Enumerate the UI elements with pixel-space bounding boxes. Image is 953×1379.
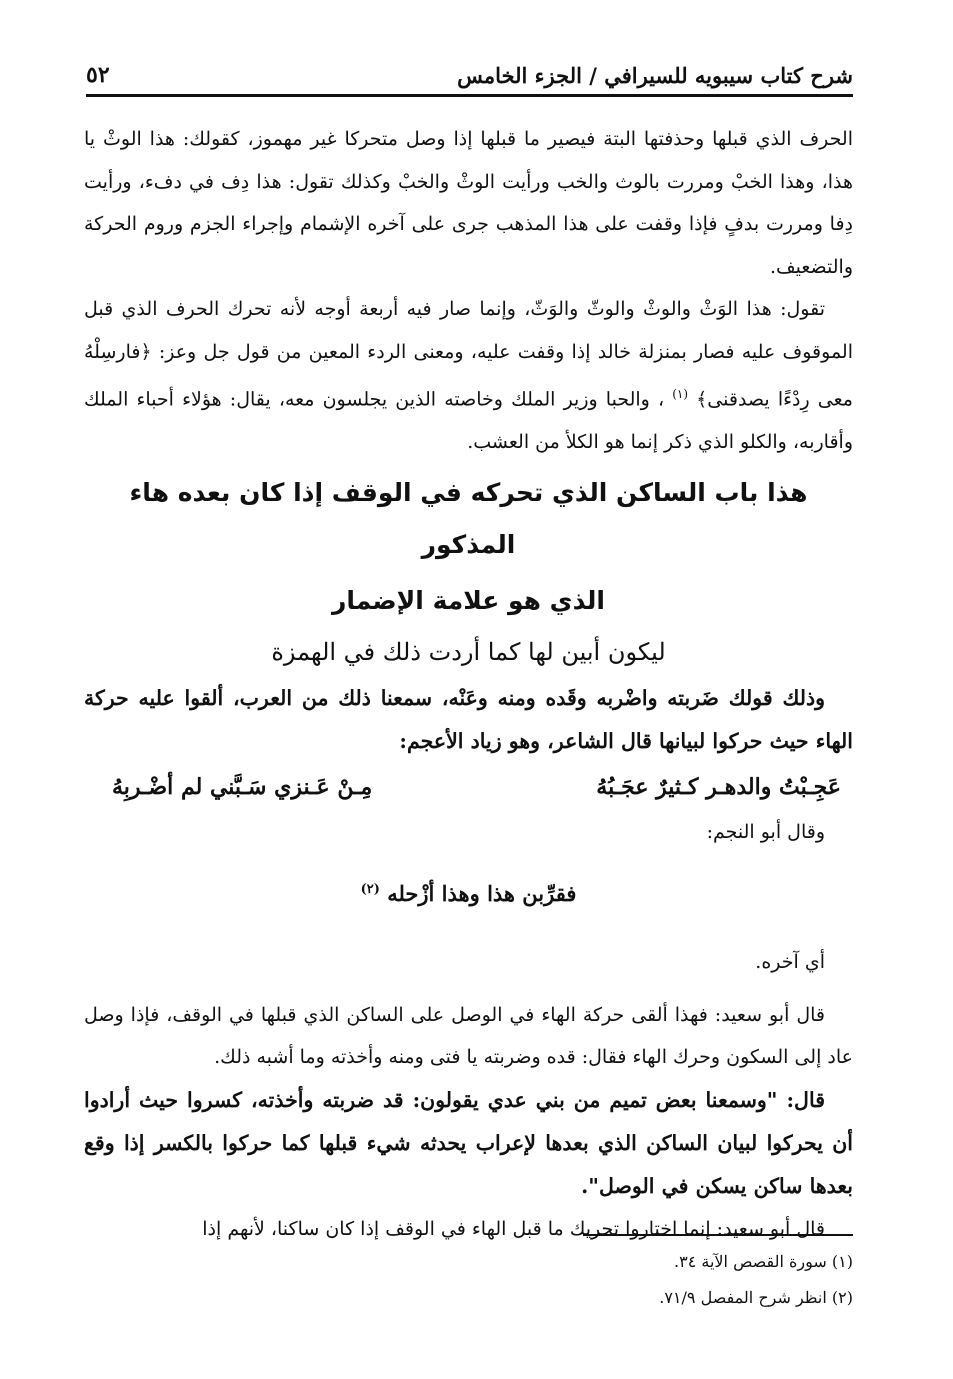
footnote-2: (٢) انظر شرح المفصل ٧١/٩.: [659, 1288, 853, 1307]
page-header: [86, 50, 853, 97]
paragraph-3: قال أبو سعيد: فهذا ألقى حركة الهاء في الوصل على الساكن الذي قبلها في الوقف، فإذا وصل عاد إلى السكون وحرك الهاء فقال: قده وضربته يا فتى ومنه وأخذته وما أشبه ذلك.: [84, 1003, 853, 1069]
poetry-verse: [84, 763, 853, 811]
sibawayh-quote-2: قال: "وسمعنا بعض تميم من بني عدي يقولون: قد ضربته وأخذته، كسروا حيث أرادوا أن يحركوا لبيان الساكن الذي بعدها لإعراب يحدثه شيء قبلها كما حركوا بالكسر إذا وقع بعدها ساكن يسكن في الوصل".: [84, 1087, 853, 1198]
footnote-ref-2: (٢): [360, 881, 380, 897]
paragraph-1: الحرف الذي قبلها وحذفتها البتة فيصير ما قبلها إذا وصل متحركا غير مهموز، كقولك: هذا الوثْ يا هذا، وهذا الخبْ ومررت بالوث والخب ورأيت الوثْ والخبْ وكذلك تقول: هذا دِف في دفء، ورأيت دِفا ومررت بدفٍ فإذا وقفت على هذا المذهب جرى على آخره الإشمام وإجراء الجزم وروم الحركة والتضعيف.: [84, 128, 853, 278]
running-title: شرح كتاب سيبويه للسيرافي / الجزء الخامس: [457, 63, 853, 88]
paragraph-2-text-b: ، والحبا وزير الملك وخاصته الذين يجلسون معه، يقال: هؤلاء أحباء الملك وأقاربه، والكلو الذي ذكر إنما هو الكلأ من العشب.: [84, 388, 853, 453]
gloss-line: أي آخره.: [755, 950, 825, 973]
abu-najm-verse-text: فقرِّبن هذا وهذا أزْحله: [387, 880, 577, 906]
paragraph-4: قال أبو سعيد: إنما اختاروا تحريك ما قبل الهاء في الوقف إذا كان ساكنا، لأنهم إذا: [202, 1217, 825, 1240]
chapter-heading-line-3: ليكون أبين لها كما أردت ذلك في الهمزة: [271, 638, 666, 667]
footnote-1: (١) سورة القصص الآية ٣٤.: [674, 1252, 853, 1271]
sibawayh-quote-1: وذلك قولك ضَربته واضْربه وقَده ومنه وعَنْه، سمعنا ذلك من العرب، ألقوا عليه حركة الهاء حيث حركوا لبيانها قال الشاعر، وهو زياد الأعجم:: [84, 686, 853, 754]
chapter-heading-line-2: الذي هو علامة الإضمار: [331, 586, 605, 616]
paragraph-2: [84, 288, 853, 463]
footnote-divider: [583, 1234, 853, 1236]
verse-hemistich-1: عَجِـبْتُ والدهـر كـثيرٌ عجَـبُهُ: [596, 774, 841, 801]
abu-najm-verse: [84, 860, 853, 924]
page-number: ٥٢: [86, 62, 110, 88]
page-body: [84, 118, 853, 1250]
footnote-ref-1: (١): [672, 387, 689, 401]
verse-hemistich-2: مِـنْ عَـنزي سَـبَّني لم أضْـربِهُ: [112, 774, 373, 801]
abu-najm-intro: وقال أبو النجم:: [706, 821, 825, 844]
chapter-heading-line-1: هذا باب الساكن الذي تحركه في الوقف إذا كان بعده هاء المذكور: [129, 478, 808, 560]
paragraph-2-text-a: تقول: هذا الوَثْ والوثْ والوثّ والوَثّ، وإنما صار فيه أربعة أوجه لأنه تحرك الحرف الذي قبل الموقوف عليه فصار بمنزلة خالد إذا وقفت عليه، ومعنى الردء المعين من قول جل وعز: ﴿فارسِلْهُ معى رِدْءًا يصدقنى﴾: [84, 298, 853, 411]
footnotes: [659, 1244, 853, 1316]
